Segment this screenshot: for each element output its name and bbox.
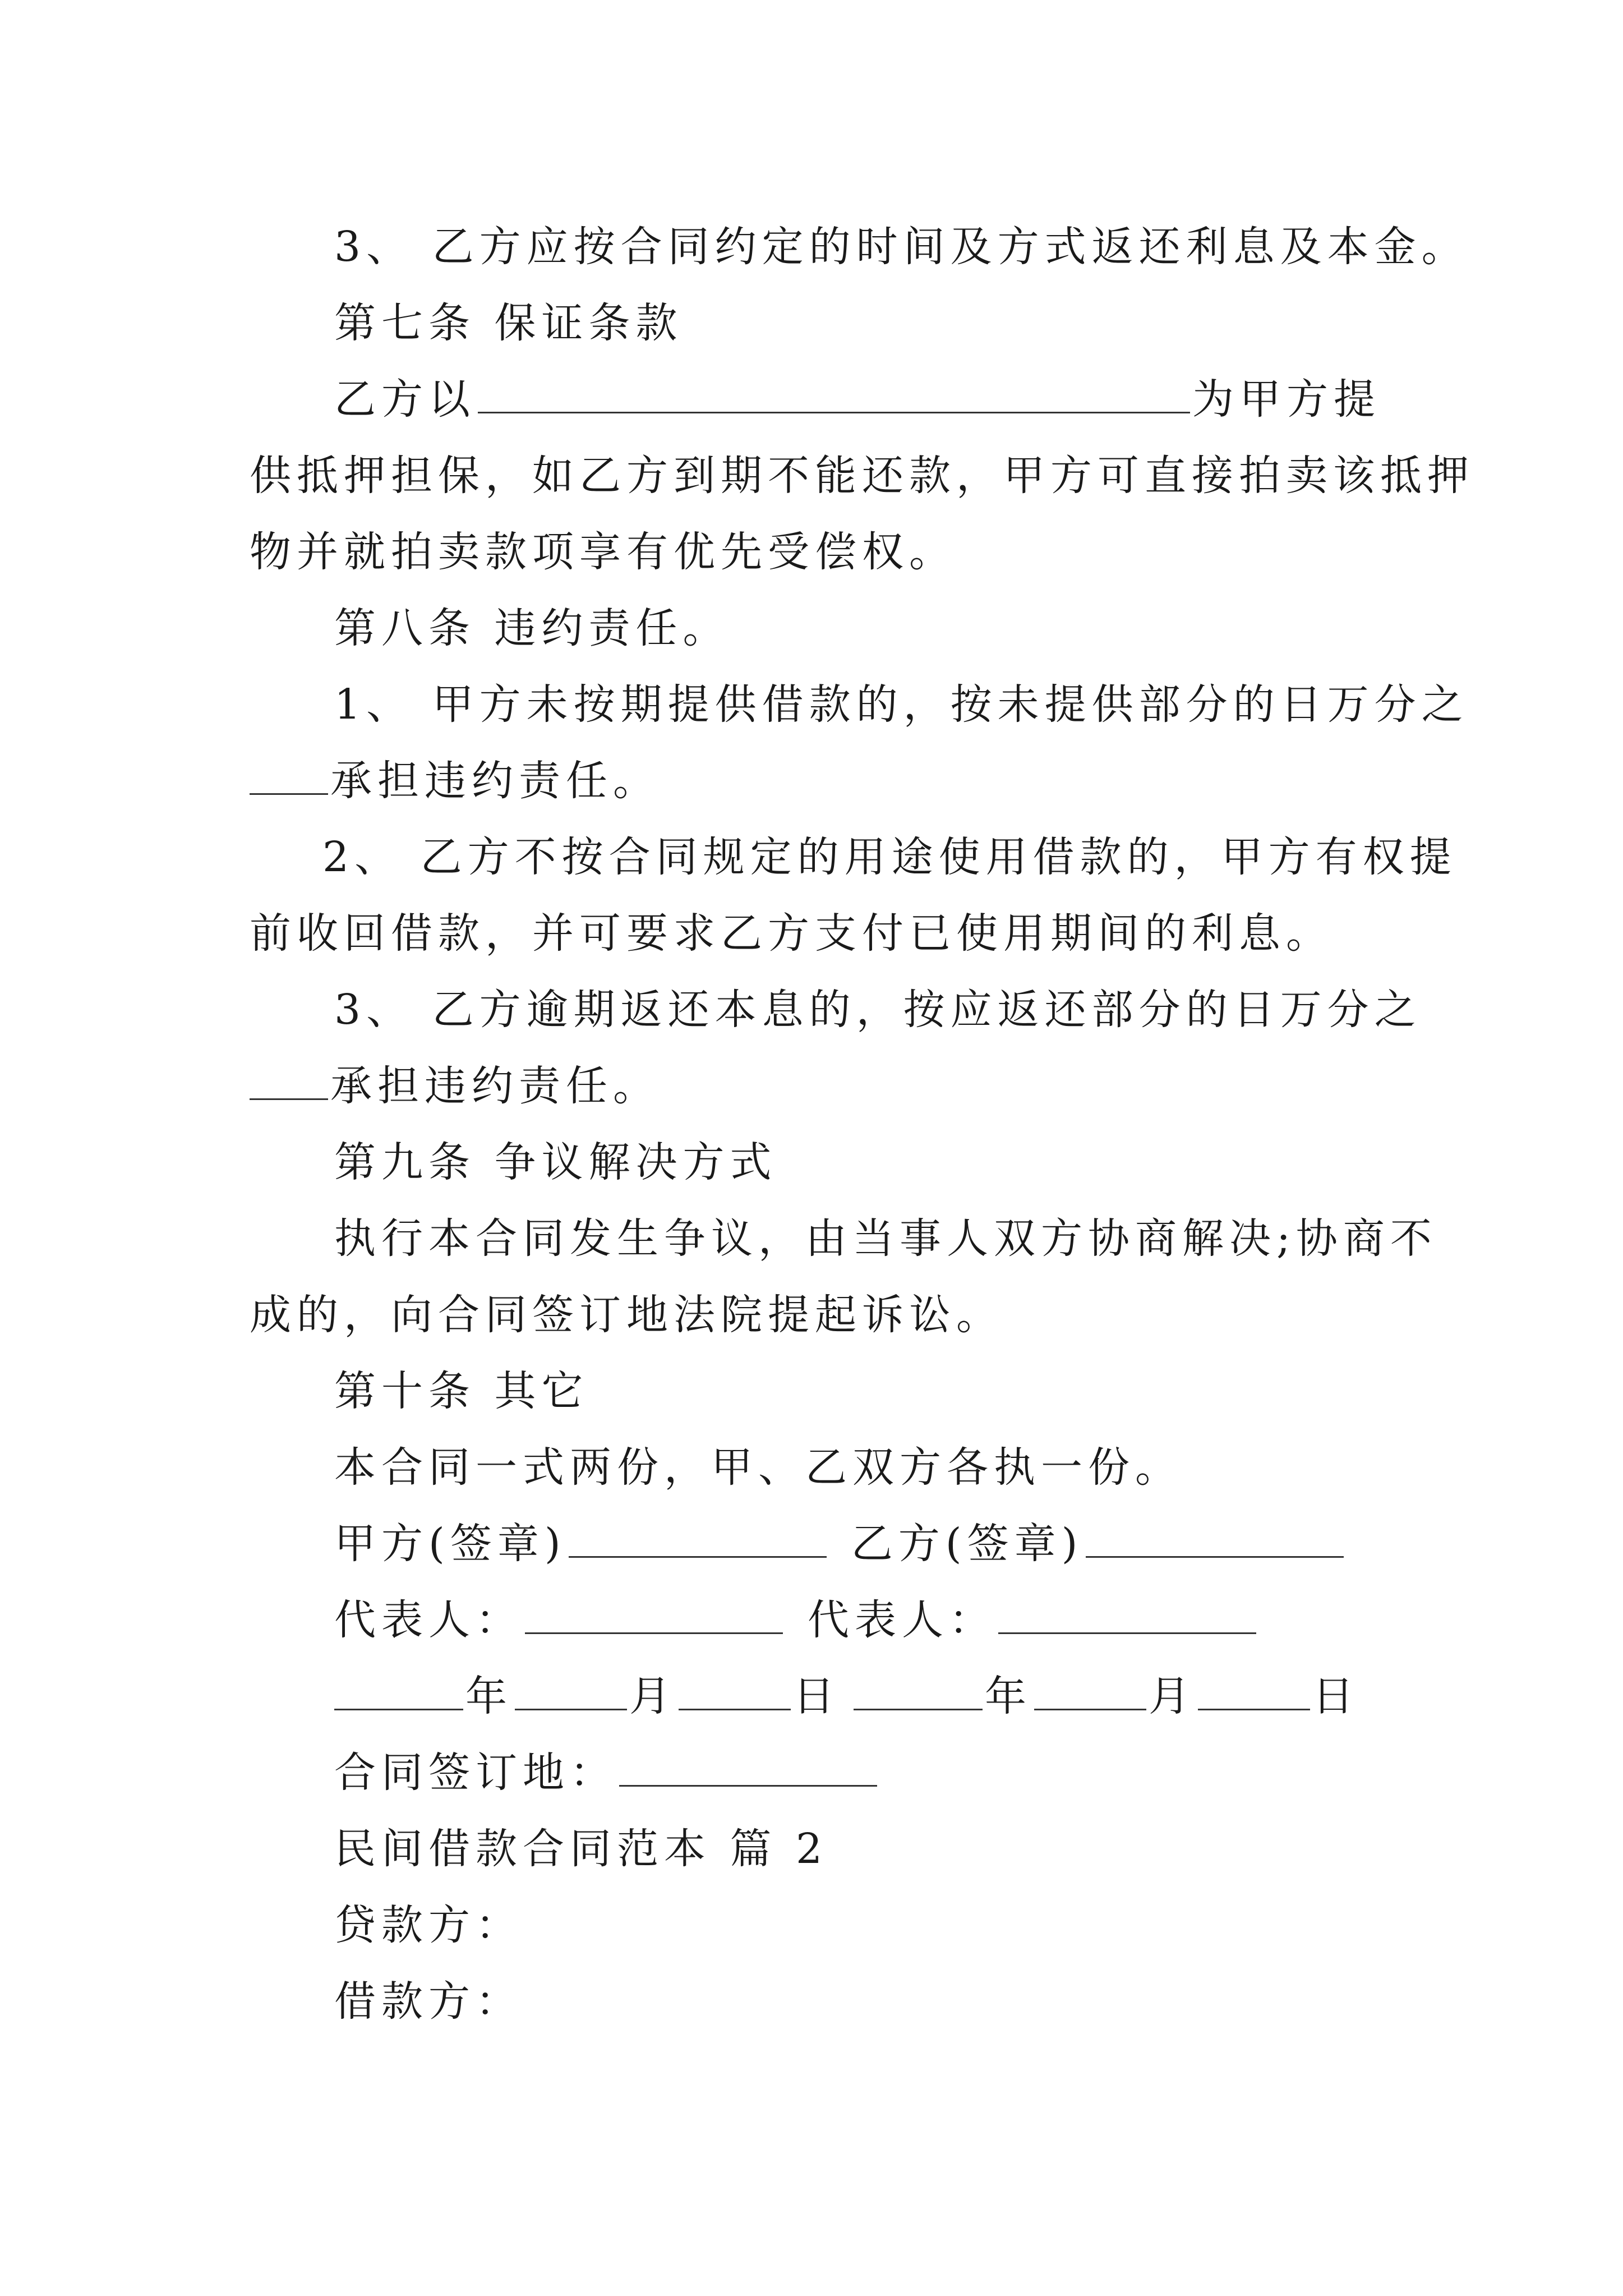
day-label: 日 [793, 1672, 840, 1720]
article-7-prefix: 乙方以 [334, 375, 476, 424]
penalty-rate-blank-2[interactable] [250, 1061, 328, 1100]
article-8-item-1: 1、 甲方未按期提供借款的，按未提供部分的日万分之 [334, 680, 1469, 729]
article-8-item-3-tail: 承担违约责任。 [330, 1062, 660, 1110]
party-b-seal-label: 乙方(签章) [851, 1520, 1083, 1568]
signature-row [334, 1516, 1346, 1572]
article-9-line-1: 执行本合同发生争议，由当事人双方协商解决;协商不 [334, 1214, 1437, 1263]
party-b-rep-label: 代表人： [808, 1596, 996, 1644]
party-a-day-blank[interactable] [679, 1672, 791, 1710]
article-7-suffix: 为甲方提 [1192, 375, 1381, 424]
party-b-seal-blank[interactable] [1086, 1519, 1344, 1558]
party-a-rep-blank[interactable] [525, 1595, 783, 1634]
article-8-item-1-cont [250, 753, 660, 809]
party-b-day-blank[interactable] [1198, 1672, 1310, 1710]
party-b-year-blank[interactable] [854, 1672, 983, 1710]
article-8-heading: 第八条 违约责任。 [334, 604, 730, 652]
article-8-item-3: 3、 乙方逾期返还本息的，按应返还部分的日万分之 [334, 986, 1422, 1034]
party-b-rep-blank[interactable] [998, 1595, 1256, 1634]
collateral-blank[interactable] [478, 375, 1190, 413]
article-7-heading: 第七条 保证条款 [334, 299, 683, 347]
article-9-line-2: 成的，向合同签订地法院提起诉讼。 [250, 1291, 1003, 1339]
year-label: 年 [985, 1672, 1032, 1720]
date-row [334, 1668, 1359, 1724]
party-a-seal-label: 甲方(签章) [334, 1520, 566, 1568]
article-10-line-1: 本合同一式两份，甲、乙双方各执一份。 [334, 1443, 1182, 1492]
article-7-line-1 [334, 371, 1381, 427]
signing-place-blank[interactable] [619, 1748, 877, 1787]
article-7-line-2: 供抵押担保，如乙方到期不能还款，甲方可直接拍卖该抵押 [250, 452, 1474, 500]
party-a-rep-label: 代表人： [334, 1596, 523, 1644]
article-8-item-2: 2、 乙方不按合同规定的用途使用借款的，甲方有权提 [322, 833, 1457, 881]
section-title: 民间借款合同范本 篇 2 [334, 1825, 828, 1873]
borrower-label: 借款方： [334, 1977, 523, 2026]
party-a-year-blank[interactable] [334, 1672, 463, 1710]
party-b-month-blank[interactable] [1034, 1672, 1146, 1710]
article-10-heading: 第十条 其它 [334, 1367, 589, 1415]
penalty-rate-blank-1[interactable] [250, 756, 328, 795]
year-label: 年 [465, 1672, 513, 1720]
clause-6-item-3: 3、 乙方应按合同约定的时间及方式返还利息及本金。 [334, 223, 1469, 271]
signing-place-label: 合同签订地： [334, 1749, 617, 1797]
article-8-item-1-tail: 承担违约责任。 [330, 757, 660, 805]
article-8-item-3-cont [250, 1058, 660, 1114]
month-label: 月 [629, 1672, 676, 1720]
article-7-line-3: 物并就拍卖款项享有优先受偿权。 [250, 528, 956, 576]
party-a-month-blank[interactable] [515, 1672, 627, 1710]
day-label: 日 [1312, 1672, 1359, 1720]
party-a-seal-blank[interactable] [569, 1519, 827, 1558]
article-8-item-2-cont: 前收回借款，并可要求乙方支付已使用期间的利息。 [250, 909, 1333, 958]
article-9-heading: 第九条 争议解决方式 [334, 1138, 777, 1186]
month-label: 月 [1149, 1672, 1196, 1720]
signing-place-row [334, 1745, 879, 1801]
representative-row [334, 1592, 1258, 1648]
lender-label: 贷款方： [334, 1901, 523, 1949]
